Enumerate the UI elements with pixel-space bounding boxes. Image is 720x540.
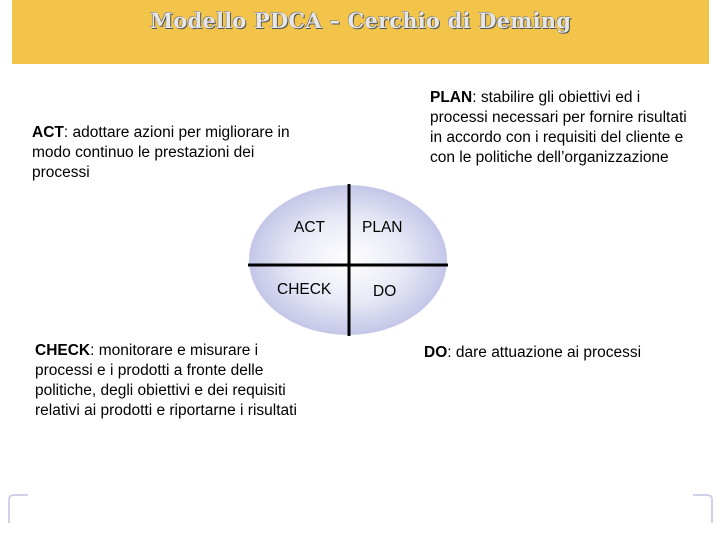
act-description	[32, 123, 302, 183]
frame-left-corner	[9, 495, 28, 523]
act-text: : adottare azioni per migliorare in modo continuo le prestazioni dei processi	[32, 124, 290, 181]
do-description	[424, 343, 714, 363]
plan-text: : stabilire gli obiettivi ed i processi necessari per fornire risultati in accordo con i requisiti del cliente e con le politiche dell’organizzazione	[430, 89, 687, 166]
act-term: ACT	[32, 124, 64, 141]
check-description	[35, 341, 315, 421]
do-text: : dare attuazione ai processi	[447, 344, 642, 361]
check-text: : monitorare e misurare i processi e i prodotti a fronte delle politiche, degli obiettivi e dei requisiti relativi ai prodotti e riportarne i risultati	[35, 342, 297, 419]
quadrant-check: CHECK	[277, 281, 332, 298]
quadrant-act: ACT	[294, 219, 325, 236]
plan-description	[430, 88, 700, 168]
frame-right-corner	[693, 495, 712, 523]
bottom-frame	[8, 494, 713, 524]
pdca-circle	[248, 184, 448, 336]
slide-title: Modello PDCA – Cerchio di Deming	[149, 8, 572, 33]
title-bar	[12, 0, 709, 64]
quadrant-do: DO	[373, 283, 397, 300]
check-term: CHECK	[35, 342, 91, 359]
plan-term: PLAN	[430, 89, 473, 106]
do-term: DO	[424, 344, 448, 361]
quadrant-plan: PLAN	[362, 219, 403, 236]
